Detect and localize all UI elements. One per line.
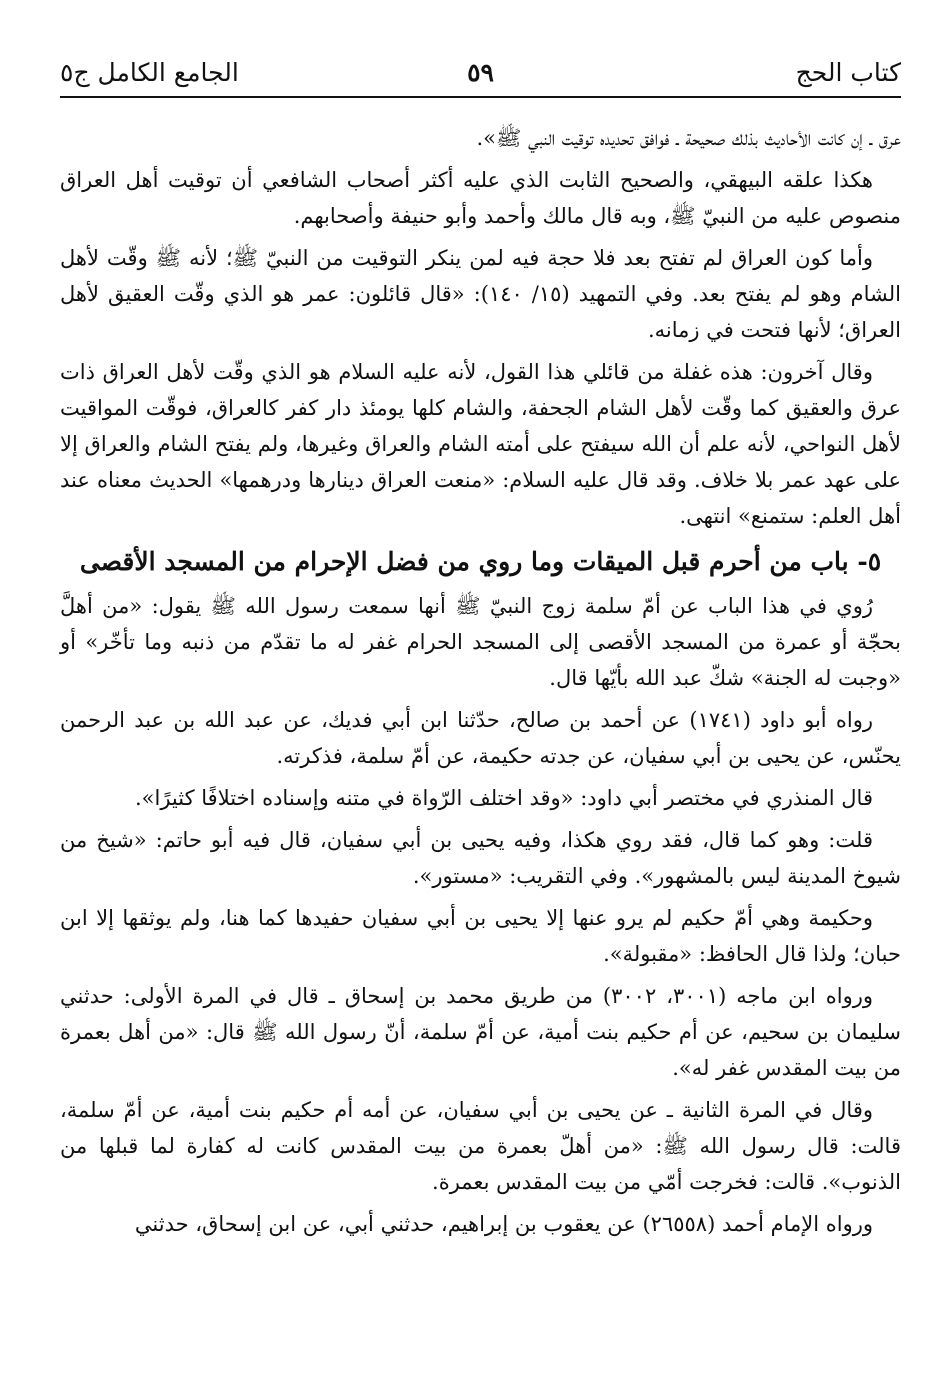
header-volume-title: الجامع الكامل ج٥	[60, 58, 239, 87]
paragraph: ورواه ابن ماجه (٣٠٠١، ٣٠٠٢) من طريق محمد بن إسحاق ـ قال في المرة الأولى: حدثني سليمان بن سحيم، عن أم حكيم بنت أمية، عن أمّ سلمة، أنّ رسول الله ﷺ قال: «من أهل بعمرة من بيت المقدس غفر له».	[60, 984, 901, 1080]
paragraph: وقال آخرون: هذه غفلة من قائلي هذا القول، لأنه عليه السلام هو الذي وقّت لأهل العراق ذات عرق والعقيق كما وقّت لأهل الشام الجحفة، والشام كلها يومئذ دار كفر كالعراق، فوقّت المواقيت لأهل النواحي، لأنه علم أن الله سيفتح على أمته الشام والعراق وغيرها، ولم يفتح الشام والعراق إلا على عهد عمر بلا خلاف. وقد قال عليه السلام: «منعت العراق دينارها ودرهمها» الحديث معناه عند أهل العلم: ستمنع» انتهى.	[60, 360, 901, 528]
paragraph: قلت: وهو كما قال، فقد روي هكذا، وفيه يحيى بن أبي سفيان، قال فيه أبو حاتم: «شيخ من شيوخ المدينة ليس بالمشهور». وفي التقريب: «مستور».	[60, 828, 901, 888]
paragraph: عرق ـ إن كانت الأحاديث بذلك صحيحة ـ فوافق تحديده توقيت النبي ﷺ».	[476, 126, 901, 150]
paragraph: قال المنذري في مختصر أبي داود: «وقد اختلف الرّواة في متنه وإسناده اختلافًا كثيرًا».	[134, 786, 873, 810]
paragraph: وأما كون العراق لم تفتح بعد فلا حجة فيه لمن ينكر التوقيت من النبيّ ﷺ؛ لأنه ﷺ وقّت لأهل الشام وهو لم يفتح بعد. وفي التمهيد (١٥/ ١٤٠): «قال قائلون: عمر هو الذي وقّت العقيق لأهل العراق؛ لأنها فتحت في زمانه.	[60, 246, 901, 342]
paragraph: ورواه الإمام أحمد (٢٦٥٥٨) عن يعقوب بن إبراهيم، حدثني أبي، عن ابن إسحاق، حدثني	[134, 1212, 873, 1236]
paragraph: وحكيمة وهي أمّ حكيم لم يرو عنها إلا يحيى بن أبي سفيان حفيدها كما هنا، ولم يوثقها إلا ابن حبان؛ ولذا قال الحافظ: «مقبولة».	[60, 906, 901, 966]
section-heading: ٥- باب من أحرم قبل الميقات وما روي من فضل الإحرام من المسجد الأقصى	[79, 547, 882, 576]
paragraph: رُوي في هذا الباب عن أمّ سلمة زوج النبيّ ﷺ أنها سمعت رسول الله ﷺ يقول: «من أهلَّ بحجّة أو عمرة من المسجد الأقصى إلى المسجد الحرام غفر له ما تقدّم من ذنبه وما تأخّر» أو «وجبت له الجنة» شكّ عبد الله بأيّها قال.	[60, 594, 901, 690]
paragraph: هكذا علقه البيهقي، والصحيح الثابت الذي عليه أكثر أصحاب الشافعي أن توقيت أهل العراق منصوص عليه من النبيّ ﷺ، وبه قال مالك وأحمد وأبو حنيفة وأصحابهم.	[60, 168, 901, 228]
page-header	[60, 52, 901, 98]
page-number: ٥٩	[467, 58, 494, 87]
header-book-title: كتاب الحج	[795, 58, 901, 87]
paragraph: وقال في المرة الثانية ـ عن يحيى بن أبي سفيان، عن أمه أم حكيم بنت أمية، عن أمّ سلمة، قالت: قال رسول الله ﷺ: «من أهلّ بعمرة من بيت المقدس كانت له كفارة لما قبلها من الذنوب». قالت: فخرجت أمّي من بيت المقدس بعمرة.	[60, 1098, 901, 1194]
page-body	[60, 120, 901, 1248]
paragraph: رواه أبو داود (١٧٤١) عن أحمد بن صالح، حدّثنا ابن أبي فديك، عن عبد الله بن عبد الرحمن يحنّس، عن يحيى بن أبي سفيان، عن جدته حكيمة، عن أمّ سلمة، فذكرته.	[60, 708, 901, 768]
